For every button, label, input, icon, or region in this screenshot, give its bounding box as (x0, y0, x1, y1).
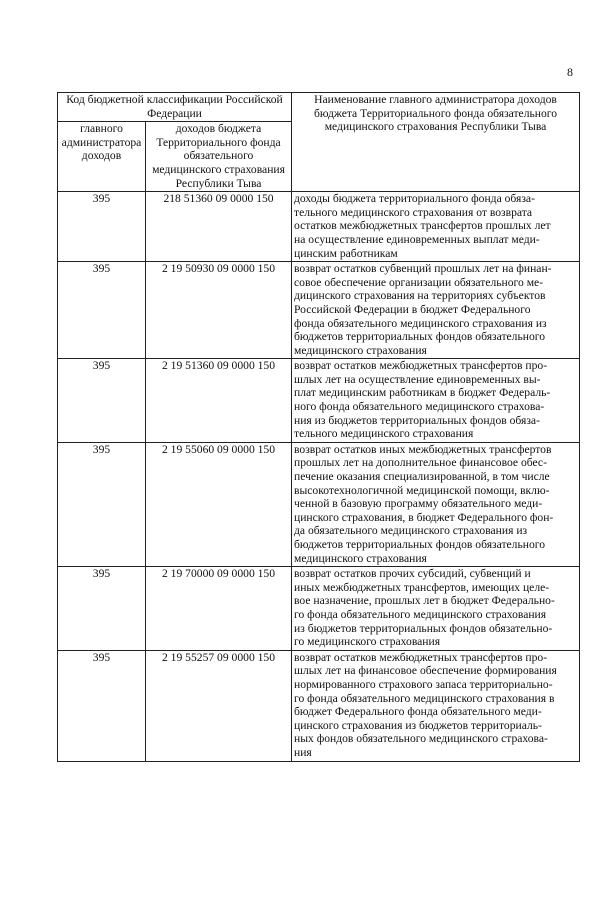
name-line: бюджетов территориальных фондов обязательного (294, 538, 546, 551)
admin-code-cell: 395 (58, 442, 146, 566)
income-code-cell: 2 19 55060 09 0000 150 (146, 442, 292, 566)
name-line: медицинского страхования (294, 551, 427, 565)
income-code-cell: 218 51360 09 0000 150 (146, 192, 292, 262)
name-line: на осуществление единовременных выплат меди- (294, 232, 540, 246)
name-line: го фонда обязательного медицинского страхования (294, 607, 547, 621)
name-cell (292, 442, 580, 566)
name-line: Российской Федерации в бюджет Федерального (294, 302, 531, 316)
name-line: бюджет Федерального фонда обязательного меди- (294, 705, 542, 719)
name-line: го фонда обязательного медицинского страхования в (294, 691, 555, 705)
header-admin-column: главного администратора доходов (58, 122, 146, 192)
name-line: цинского страхования из бюджетов территориаль- (294, 718, 542, 732)
name-line: тельного медицинского страхования от возврата (294, 205, 533, 219)
name-line: из бюджетов территориальных фондов обязательно- (294, 621, 553, 635)
name-line: медицинского страхования (294, 343, 427, 357)
page-number: 8 (567, 65, 573, 79)
name-line: ного фонда обязательного медицинского страхова- (294, 400, 545, 414)
name-line: шлых лет на осуществление единовременных вы- (294, 372, 541, 386)
table-header (58, 93, 580, 192)
name-line: цинским работникам (294, 246, 398, 260)
header-name-column: Наименование главного администратора доходов бюджета Территориального фонда обязательного медицинского страхования Республики Тыва (292, 93, 580, 192)
name-line: фонда обязательного медицинского страхования из (294, 316, 547, 330)
header-kbk-group: Код бюджетной классификации Российской Федерации (58, 93, 292, 122)
name-line: ченной в базовую программу обязательного меди- (294, 497, 543, 511)
admin-code-cell: 395 (58, 192, 146, 262)
table-row (58, 359, 580, 443)
name-line: шлых лет на финансовое обеспечение формирования (294, 664, 557, 678)
name-cell (292, 192, 580, 262)
name-line: возврат остатков межбюджетных трансфертов про- (294, 359, 548, 373)
admin-code-cell: 395 (58, 650, 146, 761)
name-cell (292, 359, 580, 443)
table-row (58, 442, 580, 566)
income-code-cell: 2 19 50930 09 0000 150 (146, 262, 292, 359)
name-line: печение оказания специализированной, в том числе (294, 470, 550, 484)
name-line: го медицинского страхования (294, 635, 441, 649)
name-line: иных межбюджетных трансфертов, имеющих целе- (294, 580, 550, 594)
table-row (58, 192, 580, 262)
name-line: вое назначение, прошлых лет в бюджет Федерально- (294, 594, 555, 608)
name-line: доходы бюджета территориального фонда обяза- (294, 192, 535, 206)
name-cell (292, 650, 580, 761)
name-line: да обязательного медицинского страхования из (294, 524, 528, 538)
name-line: ния (294, 745, 312, 759)
name-line: возврат остатков прочих субсидий, субвенций и (294, 567, 531, 581)
budget-classification-table (57, 92, 580, 762)
table-row (58, 650, 580, 761)
header-income-column: доходов бюджета Территориального фонда обязательного медицинского страхования Республики Тыва (146, 122, 292, 192)
admin-code-cell: 395 (58, 359, 146, 443)
name-line: нормированного страхового запаса территориально- (294, 677, 553, 691)
name-line: тельного медицинского страхования (294, 427, 474, 441)
income-code-cell: 2 19 70000 09 0000 150 (146, 567, 292, 651)
name-line: цинского страхования, в бюджет Федерального фон- (294, 510, 554, 524)
admin-code-cell: 395 (58, 262, 146, 359)
table-row (58, 567, 580, 651)
name-line: плат медицинским работникам в бюджет Федераль- (294, 386, 551, 400)
name-line: возврат остатков субвенций прошлых лет на финан- (294, 262, 552, 276)
name-line: высокотехнологичной медицинской помощи, вклю- (294, 483, 550, 497)
name-line: прошлых лет на дополнительное финансовое обес- (294, 456, 547, 470)
name-line: дицинского страхования на территориях субъектов (294, 289, 546, 303)
income-code-cell: 2 19 55257 09 0000 150 (146, 650, 292, 761)
name-line: возврат остатков межбюджетных трансфертов про- (294, 650, 548, 664)
income-code-cell: 2 19 51360 09 0000 150 (146, 359, 292, 443)
name-line: остатков межбюджетных трансфертов прошлых лет (294, 219, 551, 233)
name-line: ных фондов обязательного медицинского страхова- (294, 732, 548, 746)
name-line: возврат остатков иных межбюджетных трансфертов (294, 442, 552, 456)
admin-code-cell: 395 (58, 567, 146, 651)
table-body (58, 192, 580, 761)
name-line: бюджетов территориальных фондов обязательного (294, 330, 546, 344)
table-row (58, 262, 580, 359)
name-line: совое обеспечение организации обязательного ме- (294, 275, 544, 289)
name-line: ния из бюджетов территориальных фондов обяза- (294, 413, 540, 427)
name-cell (292, 262, 580, 359)
name-cell (292, 567, 580, 651)
